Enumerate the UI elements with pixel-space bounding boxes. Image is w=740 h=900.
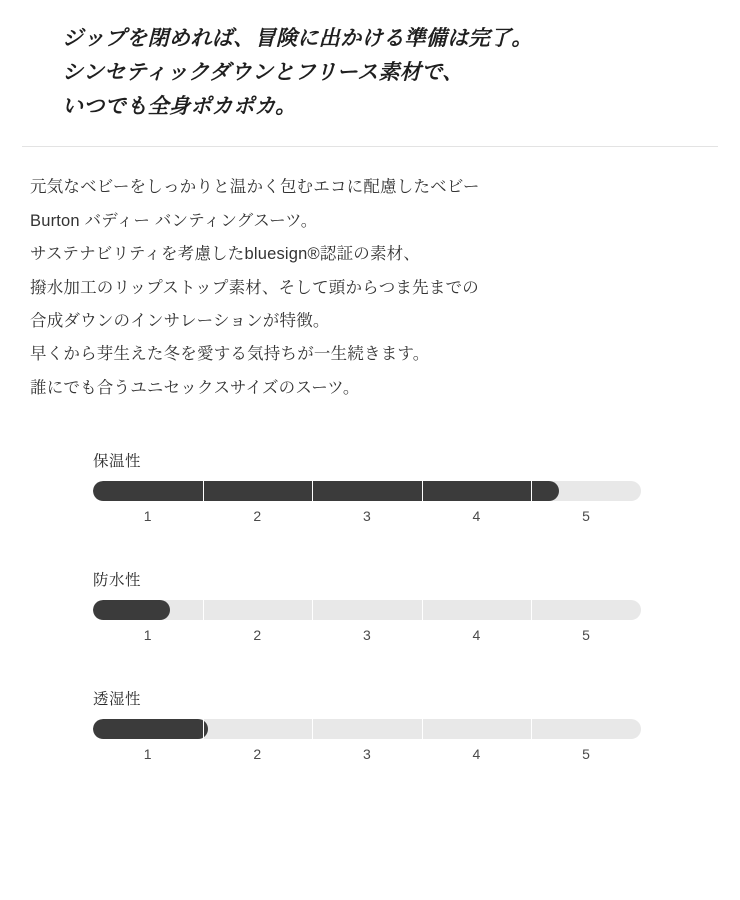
scale-number: 4 xyxy=(472,746,481,763)
rating-ticks-waterproof xyxy=(93,600,641,620)
description-line-1: 元気なベビーをしっかりと温かく包むエコに配慮したベビー xyxy=(30,178,480,197)
description-line-5: 合成ダウンのインサレーションが特徴。 xyxy=(30,311,330,330)
scale-number: 2 xyxy=(253,746,262,763)
bar-tick xyxy=(422,600,423,620)
scale-number: 2 xyxy=(253,508,262,525)
scale-number: 4 xyxy=(472,627,481,644)
rating-label-breathability: 透湿性 xyxy=(93,691,142,709)
headline-line-2: シンセティックダウンとフリース素材で、 xyxy=(62,61,464,85)
bar-tick xyxy=(531,719,532,739)
rating-row-waterproof xyxy=(0,568,740,649)
rating-track-warmth xyxy=(93,481,641,501)
bar-tick xyxy=(422,719,423,739)
scale-number: 3 xyxy=(362,627,372,644)
rating-bar-breathability xyxy=(93,719,641,768)
description-line-2: Burton バディー バンティングスーツ。 xyxy=(30,211,318,230)
rating-bar-waterproof xyxy=(93,600,641,649)
scale-number: 5 xyxy=(582,627,591,644)
description-line-4: 撥水加工のリップストップ素材、そして頭からつま先までの xyxy=(30,278,479,297)
rating-row-warmth xyxy=(0,449,740,530)
rating-label-warmth: 保温性 xyxy=(93,453,142,471)
rating-track-waterproof xyxy=(93,600,641,620)
scale-number: 5 xyxy=(582,746,591,763)
bar-tick xyxy=(312,600,313,620)
scale-number: 2 xyxy=(253,627,262,644)
ratings-section xyxy=(0,405,740,768)
scale-number: 1 xyxy=(143,508,152,525)
headline-line-1: ジップを閉めれば、冒険に出かける準備は完了。 xyxy=(62,27,533,50)
rating-scale-warmth xyxy=(93,508,641,530)
headline-block xyxy=(0,0,740,124)
description-line-6: 早くから芽生えた冬を愛する気持ちが一生続きます。 xyxy=(30,345,430,364)
bar-tick xyxy=(312,719,313,739)
rating-fill-waterproof xyxy=(93,600,170,620)
description-line-3: サステナビリティを考慮したbluesign®認証の素材、 xyxy=(30,245,421,264)
rating-label-waterproof: 防水性 xyxy=(93,572,142,590)
scale-number: 4 xyxy=(472,508,481,525)
rating-fill-breathability xyxy=(93,719,208,739)
bar-tick xyxy=(531,600,532,620)
description-line-7: 誰にでも合うユニセックスサイズのスーツ。 xyxy=(30,378,360,397)
headline-line-3: いつでも全身ポカポカ。 xyxy=(62,95,297,119)
rating-bar-warmth xyxy=(93,481,641,530)
rating-track-breathability xyxy=(93,719,641,739)
scale-number: 5 xyxy=(582,508,591,525)
scale-number: 1 xyxy=(143,746,152,763)
scale-number: 3 xyxy=(362,508,372,525)
rating-scale-waterproof xyxy=(93,627,641,649)
scale-number: 1 xyxy=(143,627,152,644)
scale-number: 3 xyxy=(362,746,372,763)
bar-tick xyxy=(203,600,204,620)
rating-row-breathability xyxy=(0,687,740,768)
rating-fill-warmth xyxy=(93,481,559,501)
description-block xyxy=(0,147,740,405)
rating-scale-breathability xyxy=(93,746,641,768)
